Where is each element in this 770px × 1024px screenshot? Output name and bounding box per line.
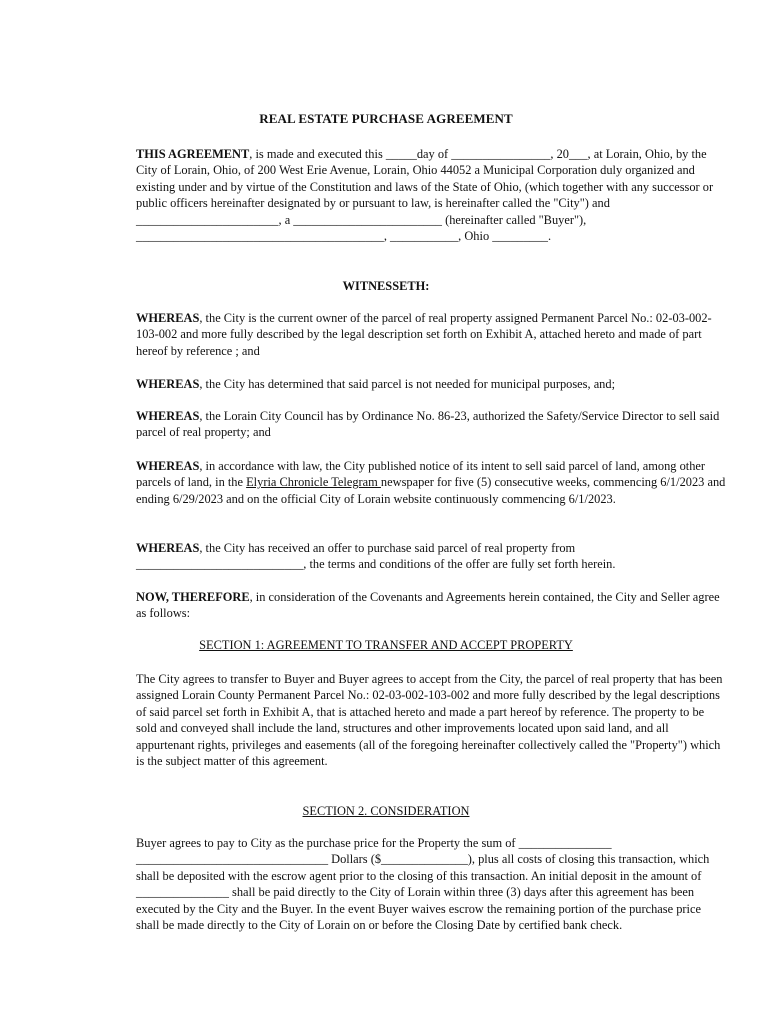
now-therefore-text: , in consideration of the Covenants and Agreements herein contained, the City and Seller agree as follows: — [136, 590, 720, 621]
whereas-lead: WHEREAS — [136, 311, 200, 325]
whereas-text: , the City has determined that said parcel is not needed for municipal purposes, and; — [199, 377, 616, 391]
whereas-lead: WHEREAS — [136, 541, 200, 555]
section-2-body: Buyer agrees to pay to City as the purchase price for the Property the sum of _______________ _______________________________ Dollars ($______________), plus all costs of closing this transaction, which shall be deposited with the escrow agent prior to the closing of this transaction. An initial deposit in the amount of _______________ shall be paid directly to the City of Lorain within three (3) days after this agreement has been executed by the City and the Buyer. In the event Buyer waives escrow the remaining portion of the purchase price shall be made directly to the City of Lorain on or before the Closing Date by certified bank check. — [136, 836, 710, 933]
whereas-paragraph-1 — [90, 310, 726, 359]
section-2-heading-text: SECTION 2. CONSIDERATION — [302, 804, 470, 818]
whereas-text: , in accordance with law, the City published notice of its intent to sell said parcel of land, among other parcels of land, in the — [136, 459, 706, 490]
whereas-paragraph-3 — [90, 408, 726, 441]
whereas-text: , the Lorain City Council has by Ordinance No. 86-23, authorized the Safety/Service Director to sell said parcel of real property; and — [136, 409, 720, 440]
whereas-lead: WHEREAS — [136, 459, 200, 473]
section-2-heading — [90, 803, 682, 819]
intro-text: , is made and executed this _____day of ________________, 20___, at Lorain, Ohio, by the City of Lorain, Ohio, of 200 West Erie Avenue, Lorain, Ohio 44052 a Municipal Corporation duly organized and existing under and by virtue of the Constitution and laws of the State of Ohio, (which together with any successor or public officers hereinafter designated by or pursuant to law, is hereinafter called the "City") and _______________________, a ________________________ (hereinafter called "Buyer"), ________________________________________, ___________, Ohio _________. — [136, 147, 714, 244]
whereas-lead: WHEREAS — [136, 377, 200, 391]
intro-lead: THIS AGREEMENT — [136, 147, 250, 161]
whereas-lead: WHEREAS — [136, 409, 200, 423]
section-1-heading-text: SECTION 1: AGREEMENT TO TRANSFER AND ACCEPT PROPERTY — [199, 638, 573, 652]
section-1-body: The City agrees to transfer to Buyer and Buyer agrees to accept from the City, the parcel of real property that has been assigned Lorain County Permanent Parcel No.: 02-03-002-103-002 and more fully described by the legal descriptions of said parcel set forth in Exhibit A, that is attached hereto and made a part hereof by reference. The property to be sold and conveyed shall include the land, structures and other improvements located upon said land, and all appurtenant rights, privileges and easements (all of the foregoing hereinafter collectively called the "Property") which is the subject matter of this agreement. — [136, 672, 723, 769]
section-1-heading — [90, 637, 682, 653]
newspaper-name: Elyria Chronicle Telegram — [246, 475, 381, 490]
whereas-paragraph-4 — [90, 458, 726, 507]
now-therefore-lead: NOW, THEREFORE — [136, 590, 250, 604]
intro-paragraph — [90, 146, 726, 244]
whereas-text: newspaper for five (5) consecutive weeks, commencing 6/1/2023 and ending 6/29/2023 and on the official City of Lorain website continuously commencing 6/1/2023. — [136, 475, 726, 506]
document-title: REAL ESTATE PURCHASE AGREEMENT — [259, 111, 513, 126]
whereas-text: , the City is the current owner of the parcel of real property assigned Permanent Parcel No.: 02-03-002-103-002 and more fully described by the legal description set forth on Exhibit A, attached hereto and made of part hereof by reference ; and — [136, 311, 712, 358]
witnesseth-heading: WITNESSETH: — [342, 279, 430, 293]
now-therefore-paragraph — [90, 589, 726, 622]
whereas-text: , the City has received an offer to purchase said parcel of real property from ___________________________, the terms and conditions of the offer are fully set forth herein. — [136, 541, 616, 572]
whereas-paragraph-2 — [90, 376, 726, 392]
whereas-paragraph-5 — [90, 540, 726, 573]
